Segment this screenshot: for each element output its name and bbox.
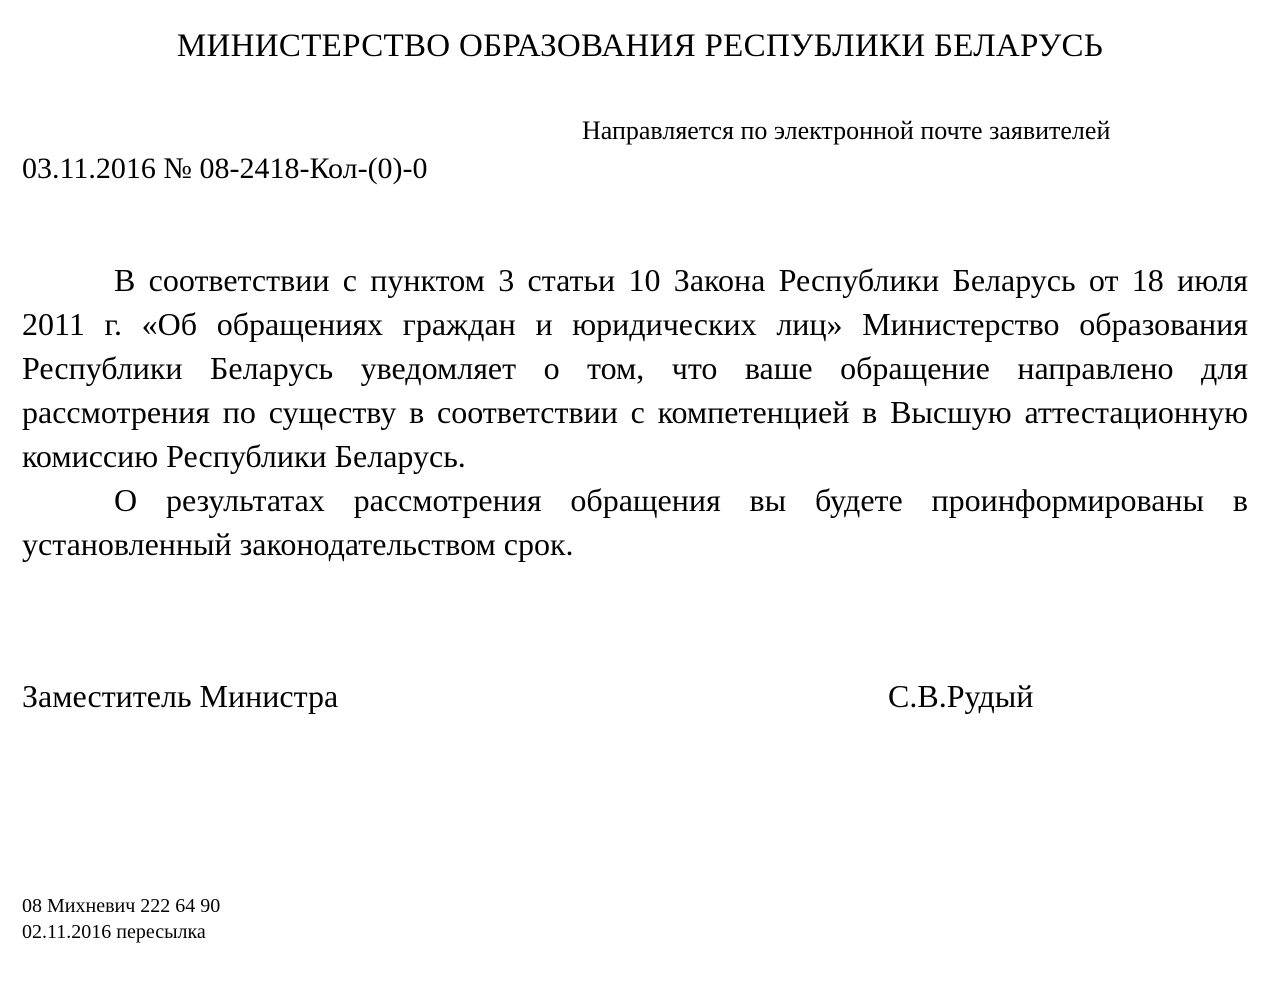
registration-number: 03.11.2016 № 08-2418-Кол-(0)-0 <box>22 152 428 185</box>
ministry-header: МИНИСТЕРСТВО ОБРАЗОВАНИЯ РЕСПУБЛИКИ БЕЛАРУСЬ <box>176 28 1104 64</box>
body-paragraph-2: О результатах рассмотрения обращения вы будете проинформированы в установленный законодательством срок. <box>22 482 1248 562</box>
executor-note <box>22 893 220 945</box>
executor-line-2: 02.11.2016 пересылка <box>22 921 206 943</box>
signer-position: Заместитель Министра <box>22 678 339 714</box>
body-paragraph-1: В соответствии с пунктом 3 статьи 10 Закона Республики Беларусь от 18 июля 2011 г. «Об обращениях граждан и юридических лиц» Министерство образования Республики Беларусь уведомляет о том, что ваше обращение направлено для рассмотрения по существу в соответствии с компетенцией в Высшую аттестационную комиссию Республики Беларусь. <box>22 262 1248 474</box>
signature-block <box>22 674 1248 718</box>
delivery-note: Направляется по электронной почте заявителей <box>582 116 1111 145</box>
letter-body <box>22 258 1248 566</box>
signer-name: С.В.Рудый <box>888 678 1034 714</box>
executor-line-1: 08 Михневич 222 64 90 <box>22 895 221 917</box>
